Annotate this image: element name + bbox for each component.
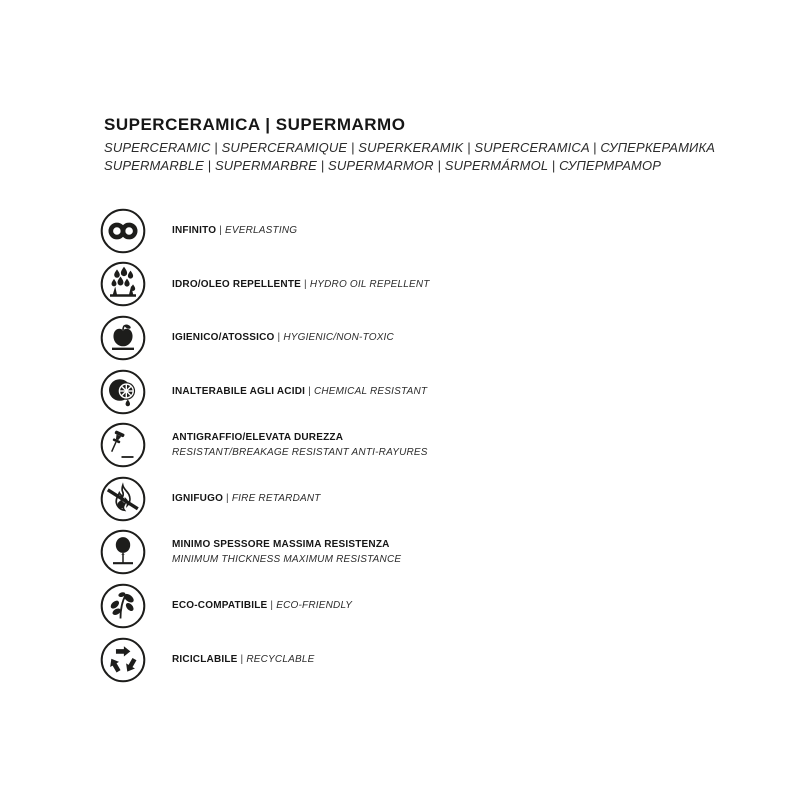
- feature-text: [172, 330, 394, 345]
- feature-row-idro-oleo: [100, 258, 430, 312]
- separator: |: [304, 278, 307, 290]
- separator: |: [226, 493, 229, 505]
- no-fire-icon: [100, 476, 146, 522]
- feature-row-ignifugo: [100, 472, 430, 526]
- feature-label: MINIMO SPESSORE MASSIMA RESISTENZA: [172, 539, 390, 551]
- separator: |: [240, 654, 244, 666]
- feature-row-spessore: [100, 526, 430, 580]
- feature-row-acidi: [100, 365, 430, 419]
- balloon-icon: [100, 529, 146, 575]
- feature-translation: HYGIENIC/NON-TOXIC: [283, 332, 394, 344]
- separator: |: [308, 386, 311, 398]
- feature-text: [172, 430, 428, 460]
- apple-icon: [100, 315, 146, 361]
- header: [104, 114, 715, 174]
- feature-label: INFINITO: [172, 225, 217, 237]
- feature-row-igienico: [100, 311, 430, 365]
- feature-text: [172, 598, 352, 613]
- feature-translation: CHEMICAL RESISTANT: [313, 386, 428, 398]
- infinity-icon: [100, 208, 146, 254]
- feature-label: IGNIFUGO: [172, 493, 224, 505]
- feature-translation: FIRE RETARDANT: [231, 493, 321, 505]
- page-title: SUPERCERAMICA | SUPERMARMO: [104, 115, 406, 134]
- feature-label: IGIENICO/ATOSSICO: [172, 332, 275, 344]
- feature-translation: ECO-FRIENDLY: [276, 600, 353, 612]
- feature-text: [172, 652, 314, 667]
- citrus-slice-icon: [100, 369, 146, 415]
- plant-icon: [100, 583, 146, 629]
- feature-translation: RECYCLABLE: [246, 654, 315, 666]
- subtitle-line-2: SUPERMARBLE | SUPERMARBRE | SUPERMARMOR | SUPERMÁRMOL | СУПЕРМРАМОР: [104, 157, 662, 173]
- pin-scratch-icon: [100, 422, 146, 468]
- feature-row-eco: [100, 579, 430, 633]
- feature-label: RICICLABILE: [172, 654, 238, 666]
- feature-translation: EVERLASTING: [225, 225, 298, 237]
- feature-text: [172, 277, 430, 292]
- feature-translation: HYDRO OIL REPELLENT: [309, 278, 430, 290]
- feature-text: [172, 223, 297, 238]
- feature-text: [172, 491, 321, 506]
- subtitle: [104, 139, 715, 174]
- feature-row-infinito: [100, 204, 430, 258]
- feature-label: ECO-COMPATIBILE: [172, 600, 268, 612]
- feature-translation: RESISTANT/BREAKAGE RESISTANT ANTI-RAYURES: [172, 447, 428, 459]
- feature-row-riciclabile: [100, 633, 430, 687]
- feature-label: IDRO/OLEO REPELLENTE: [172, 278, 302, 290]
- separator: |: [219, 225, 223, 237]
- feature-text: [172, 384, 427, 399]
- feature-row-antigraffio: [100, 418, 430, 472]
- feature-translation: MINIMUM THICKNESS MAXIMUM RESISTANCE: [172, 554, 402, 566]
- feature-label: ANTIGRAFFIO/ELEVATA DUREZZA: [172, 432, 344, 444]
- separator: |: [277, 332, 281, 344]
- feature-list: [100, 204, 430, 686]
- feature-label: INALTERABILE AGLI ACIDI: [172, 386, 306, 398]
- separator: |: [270, 600, 274, 612]
- feature-text: [172, 537, 401, 567]
- recycle-icon: [100, 637, 146, 683]
- subtitle-line-1: SUPERCERAMIC | SUPERCERAMIQUE | SUPERKERAMIK | SUPERCERAMICA | СУПЕРКЕРАМИКА: [104, 140, 716, 155]
- water-drops-icon: [100, 261, 146, 307]
